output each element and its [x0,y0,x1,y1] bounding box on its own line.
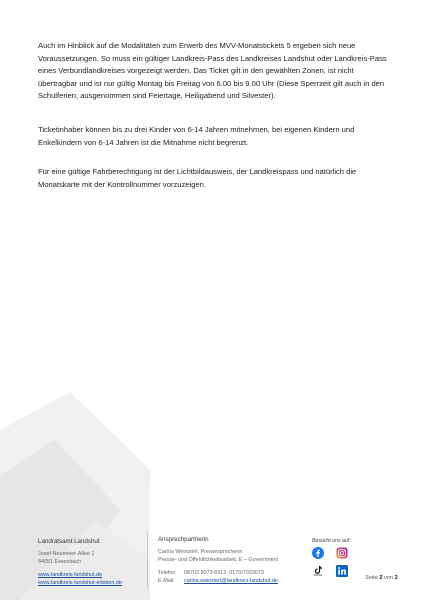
footer-social-block [312,538,362,577]
instagram-icon[interactable] [336,547,348,559]
footer-org-name: Landratsamt Landshut [38,538,100,545]
footer-email-row [158,578,278,585]
paragraph-ticket-conditions: Auch im Hinblick auf die Modalitäten zum Erwerb des MVV-Monatstickets 5 ergeben sich neue Voraussetzungen. So muss ein gültiger Landkreis-Pass des Landkreises Landshut oder Landkreis-Pass eines Verbundlandkreises vorgezeigt werden. Das Ticket gilt in den gewählten Zonen, ist nicht übertragbar und ist nur gültig Montag bis Freitag von 6.00 bis 9.00 Uhr (Diese Sperrzeit gilt auch in den Schulferien, ausgenommen sind Feiertage, Heiligabend und Silvester). [38,41,387,101]
paragraph-children: Ticketinhaber können bis zu drei Kinder von 6-14 Jahren mitnehmen, bei eigenen Kindern und Enkelkindern von 6-14 Jahren ist die Mitnahme nicht begrenzt. [38,125,355,147]
footer-phone-label: Telefon [158,570,176,577]
facebook-icon[interactable] [312,547,324,559]
footer-phone-value: 08703 9073-8312, 0170/7033073 [184,570,264,577]
footer-link-erleben[interactable]: www.landkreis-landshut-erleben.de [38,579,122,586]
footer-address-block [38,538,122,587]
footer-address-line1: Josef-Neumeier-Allee 1 [38,551,95,558]
paragraph-required-documents: Für eine gültige Fahrberechtigung ist der Lichtbildausweis, der Landkreispass und natürlich die Monatskarte mit der Kontrollnummer vorzuzeigen. [38,167,357,189]
footer-link-landkreis[interactable]: www.landkreis-landshut.de [38,572,103,579]
page-total: 2 [394,575,398,581]
footer-divider [147,532,148,588]
footer-contact-name: Carina Weinzierl, Pressesprecherin [158,549,243,556]
social-label: Besucht uns auf: [312,538,351,544]
tiktok-icon[interactable] [312,565,324,577]
footer-email-link[interactable]: carina.weinzierl@landkreis-landshut.de [184,577,278,584]
footer-phone-row [158,570,278,577]
footer-address-line2: 84051 Essenbach [38,558,82,565]
tiktok-label: TikTok [313,573,323,577]
page-number [365,575,398,581]
footer-email-label: E-Mail [158,577,174,584]
footer-contact-heading: Ansprechpartnerin [158,536,209,543]
page-footer [0,532,425,600]
footer-contact-block [158,536,278,585]
linkedin-icon[interactable] [336,565,348,577]
page-prefix: Seite [365,575,378,581]
page-current: 2 [379,575,383,581]
footer-contact-role: Presse- und Öffentlichkeitsarbeit, E – Government [158,556,279,563]
page-mid: von [384,575,394,581]
